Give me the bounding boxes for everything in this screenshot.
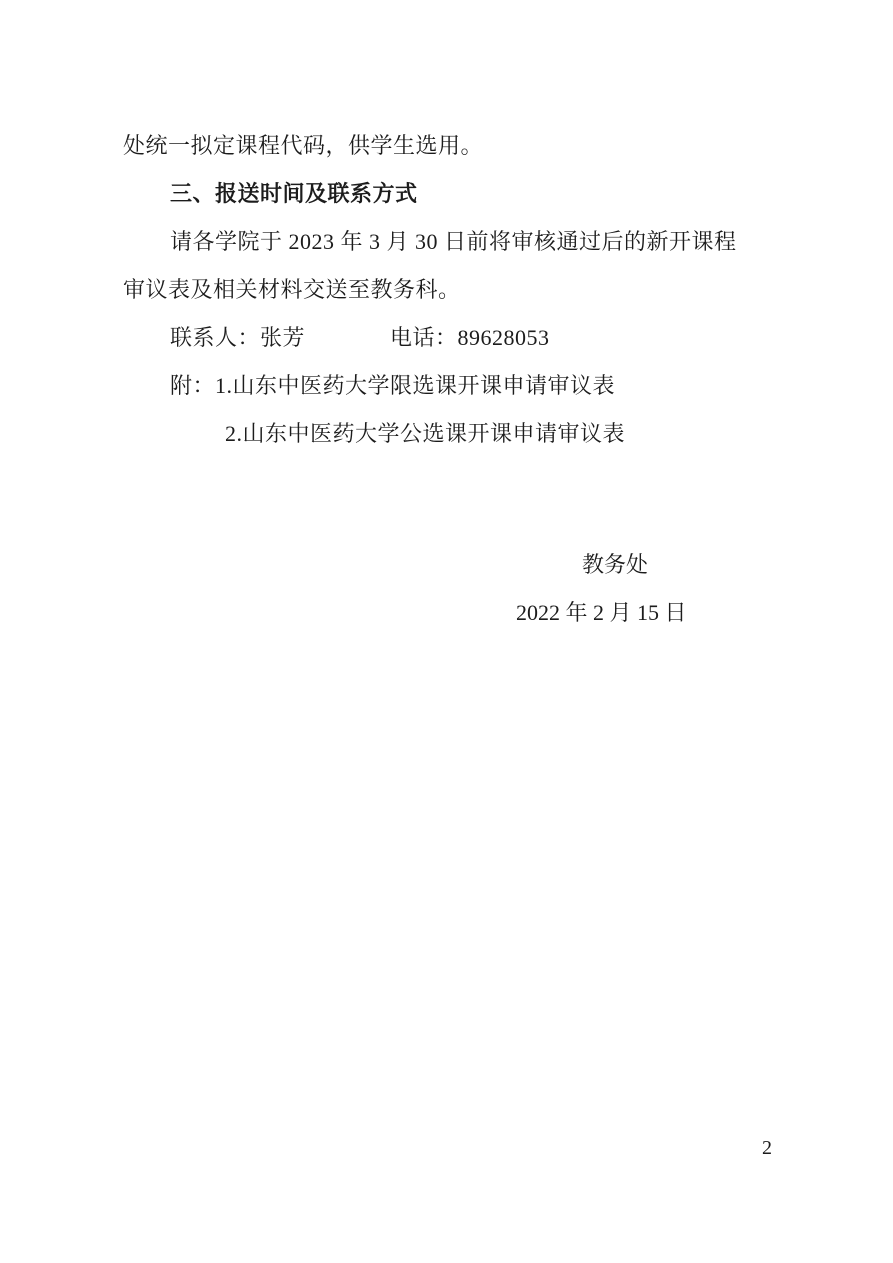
contact-line: [123, 314, 775, 362]
paragraph-line-2: 审议表及相关材料交送至教务科。: [123, 277, 461, 302]
intro-continuation-line: 处统一拟定课程代码，供学生选用。: [123, 133, 484, 158]
contact-person: 联系人：张芳: [170, 325, 306, 350]
paragraph-line-1: 请各学院于 2023 年 3 月 30 日前将审核通过后的新开课程: [170, 229, 737, 254]
contact-phone: 电话：89628053: [390, 325, 550, 350]
document-body: [123, 122, 775, 458]
attachment-line-1: 附：1.山东中医药大学限选课开课申请审议表: [170, 373, 616, 398]
signature-date: 2022 年 2 月 15 日: [516, 600, 687, 625]
attachment-line-2: 2.山东中医药大学公选课开课申请审议表: [225, 421, 626, 446]
signature-unit: 教务处: [582, 552, 649, 577]
section-heading: 三、报送时间及联系方式: [170, 181, 418, 206]
page-number: 2: [762, 1137, 772, 1159]
